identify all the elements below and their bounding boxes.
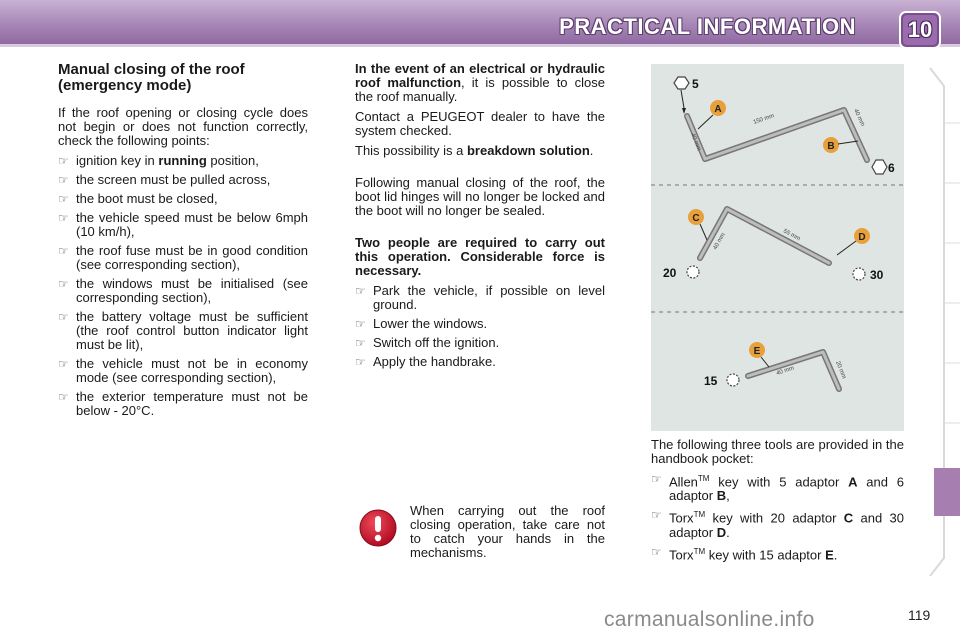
- list-item: ☞ Lower the windows.: [355, 316, 488, 331]
- pointing-hand-icon: ☞: [58, 192, 69, 206]
- dim-label: 40 mm: [775, 365, 796, 377]
- list-item: ☞ the boot must be closed,: [58, 191, 218, 206]
- boot-lid-paragraph: Following manual closing of the roof, the boot lid hinges will no longer be locked and the boot will no longer be sealed.: [355, 175, 605, 218]
- label-e: E: [753, 346, 761, 357]
- pointing-hand-icon: ☞: [651, 472, 662, 486]
- steps-list: [355, 284, 605, 369]
- pointing-hand-icon: ☞: [58, 211, 69, 225]
- torx-bit-15-icon: [727, 374, 739, 386]
- list-item: ☞ Allen™ key with 5 adaptor A and 6 adaptor B,: [651, 472, 904, 504]
- list-item: ☞ the roof fuse must be in good condition (see corresponding section),: [58, 243, 308, 272]
- section-title: [58, 62, 308, 94]
- label-a: A: [714, 104, 722, 115]
- column-3: [651, 438, 904, 567]
- list-item: ☞ Apply the handbrake.: [355, 354, 496, 369]
- label-b: B: [827, 141, 835, 152]
- label-6: 6: [888, 161, 895, 175]
- header-divider: [0, 44, 960, 47]
- list-item: ☞ the screen must be pulled across,: [58, 172, 271, 187]
- pointing-hand-icon: ☞: [651, 544, 662, 559]
- list-item: ☞ Torx™ key with 15 adaptor E.: [651, 544, 838, 562]
- label-d: D: [858, 232, 866, 243]
- list-item: ☞ ignition key in running position,: [58, 153, 259, 168]
- section-title-line2: (emergency mode): [58, 77, 192, 94]
- list-item: ☞ the vehicle must not be in economy mode (see corresponding section),: [58, 356, 308, 385]
- hex-bit-5-icon: [674, 77, 689, 89]
- torx-bit-20-icon: [687, 266, 699, 278]
- label-30: 30: [870, 268, 884, 282]
- label-c: C: [692, 213, 700, 224]
- pointing-hand-icon: ☞: [355, 317, 366, 331]
- tools-intro: The following three tools are provided in the handbook pocket:: [651, 437, 904, 466]
- hex-bit-6-icon: [872, 160, 887, 174]
- pointing-hand-icon: ☞: [651, 508, 662, 523]
- pointing-hand-icon: ☞: [58, 357, 69, 371]
- page-number: 119: [908, 607, 931, 623]
- dealer-paragraph: Contact a PEUGEOT dealer to have the system checked.: [355, 109, 605, 138]
- torx-bit-30-icon: [853, 268, 865, 280]
- label-5: 5: [692, 77, 699, 91]
- list-item: ☞ the vehicle speed must be below 6mph (10 km/h),: [58, 210, 308, 239]
- dim-label: 20 mm: [834, 360, 847, 380]
- pointing-hand-icon: ☞: [58, 390, 69, 404]
- column-1: [58, 62, 308, 423]
- list-item: ☞ Switch off the ignition.: [355, 335, 500, 350]
- dim-label: 40 mm: [852, 108, 866, 128]
- dim-label: 55 mm: [782, 228, 802, 243]
- label-20: 20: [663, 266, 677, 280]
- column-2: [355, 62, 605, 374]
- warning-icon: [358, 508, 398, 548]
- dim-label: 40 mm: [689, 132, 702, 152]
- intro-paragraph: If the roof opening or closing cycle does not begin or does not function correctly, check the following points:: [58, 105, 308, 148]
- pointing-hand-icon: ☞: [58, 173, 69, 187]
- warning-text: When carrying out the roof closing operation, take care not to catch your hands in the mechanisms.: [410, 503, 605, 560]
- pointing-hand-icon: ☞: [58, 310, 69, 324]
- tools-illustration: [651, 64, 904, 431]
- pointing-hand-icon: ☞: [58, 154, 69, 168]
- section-title-line1: Manual closing of the roof: [58, 61, 245, 78]
- list-item: ☞ the exterior temperature must not be below - 20°C.: [58, 389, 308, 418]
- label-15: 15: [704, 374, 718, 388]
- list-item: ☞ the windows must be initialised (see corresponding section),: [58, 276, 308, 305]
- watermark: carmanualsonline.info: [604, 608, 815, 631]
- pointing-hand-icon: ☞: [355, 284, 366, 298]
- tab-active-chapter[interactable]: [934, 468, 960, 516]
- tools-list: [651, 472, 904, 562]
- list-item: ☞ Torx™ key with 20 adaptor C and 30 adaptor D.: [651, 508, 904, 540]
- pointing-hand-icon: ☞: [355, 336, 366, 350]
- pointing-hand-icon: ☞: [58, 277, 69, 291]
- dim-label: 40 mm: [712, 232, 727, 251]
- malfunction-paragraph: In the event of an electrical or hydraulic roof malfunction, it is possible to close the roof manually.: [355, 61, 605, 104]
- list-item: ☞ the battery voltage must be sufficient (the roof control button indicator light must be lit),: [58, 309, 308, 352]
- page-title: PRACTICAL INFORMATION: [559, 14, 856, 39]
- list-item: ☞ Park the vehicle, if possible on level ground.: [355, 283, 605, 312]
- pointing-hand-icon: ☞: [355, 355, 366, 369]
- checklist: [58, 154, 308, 418]
- pointing-hand-icon: ☞: [58, 244, 69, 258]
- chapter-number: 10: [907, 17, 933, 42]
- breakdown-paragraph: This possibility is a breakdown solution.: [355, 143, 594, 158]
- dim-label: 150 mm: [752, 113, 776, 126]
- two-people-paragraph: Two people are required to carry out this operation. Considerable force is necessary.: [355, 235, 605, 278]
